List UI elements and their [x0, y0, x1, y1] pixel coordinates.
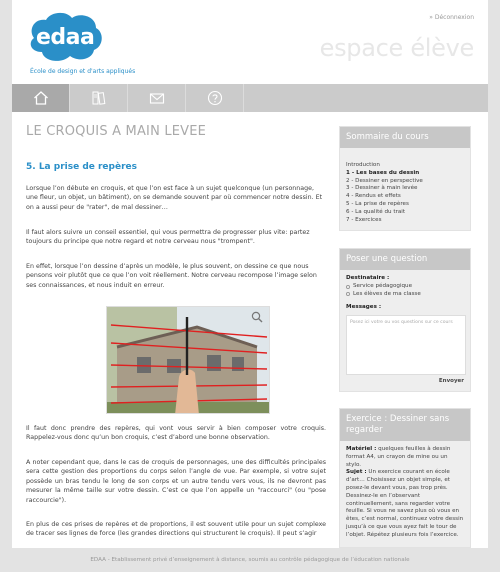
nav-help[interactable] — [186, 84, 244, 112]
material-text: quelques feuilles à dessin format A4, un crayon de mine ou un stylo. — [346, 446, 451, 468]
recipient-option[interactable] — [346, 291, 464, 299]
logout-link[interactable]: » Déconnexion — [429, 14, 474, 21]
message-textarea[interactable]: Posez ici votre ou vos questions sur ce cours — [346, 315, 466, 375]
recipient-option[interactable] — [346, 283, 464, 291]
nav-messages[interactable] — [128, 84, 186, 112]
mail-icon — [149, 90, 165, 106]
section-title: 5. La prise de repères — [26, 162, 137, 172]
summary-item[interactable]: 2 - Dessiner en perspective — [346, 177, 423, 184]
paragraph: Lorsque l’on débute en croquis, et que l’on est face à un sujet quelconque (un personnage, une fleur, un objet, un bâtiment), on se demande souvent par où commencer notre dessin. Et on a aussi peur de "rater", de mal dessiner… — [26, 185, 323, 211]
paragraph: En plus de ces prises de repères et de proportions, il est souvent utile pour un sujet complexe de tracer ses lignes de force (les grandes directions qui structurent le croquis). Il peut s’agir — [26, 521, 326, 538]
question-panel — [339, 248, 471, 392]
radio-label: Service pédagogique — [353, 282, 413, 289]
subject-text: Un exercice courant en école d’art… Choisissez un objet simple, et posez-le devant vous, pas trop près. Dessinez-le en l’observant continuellement, sans regarder votre feuille. Si vous ne savez plus où vous en êtes, c’est normal, continuez votre dessin jusqu’à ce que vous ayez fait le tour de l’objet. Répétez plusieurs fois l’exercice. — [346, 469, 464, 538]
send-button[interactable]: Envoyer — [438, 378, 464, 385]
space-title: espace élève — [319, 34, 474, 62]
header — [12, 0, 488, 84]
summary-item[interactable]: 4 - Rendus et effets — [346, 193, 401, 200]
messages-label: Messages : — [346, 304, 382, 311]
books-icon — [91, 90, 107, 106]
exercise-title: Exercice : Dessiner sans regarder — [340, 409, 470, 441]
radio-button[interactable] — [346, 292, 350, 296]
logo-subtitle: École de design et d'arts appliqués — [30, 68, 136, 75]
summary-item[interactable]: 7 - Exercices — [346, 216, 382, 223]
page — [12, 0, 488, 548]
recipient-label: Destinataire : — [346, 275, 390, 281]
illustration-figure[interactable] — [106, 306, 270, 414]
course-summary-panel — [339, 126, 471, 231]
nav-home[interactable] — [12, 84, 70, 112]
house-drawing-illustration — [107, 307, 270, 414]
main-content — [26, 124, 326, 538]
help-icon — [207, 90, 223, 106]
radio-button[interactable] — [346, 285, 350, 289]
paragraph: Il faut donc prendre des repères, qui vont vous servir à bien composer votre croquis. Rappelez-vous donc qu’un bon croquis, c’est d’abord une bonne observation. — [26, 425, 326, 442]
summary-item[interactable]: 3 - Dessiner à main levée — [346, 185, 418, 192]
exercise-body — [340, 441, 470, 545]
paragraph: En effet, lorsque l’on dessine d’après un modèle, le plus souvent, on dessine ce que nous pensons voir plutôt que ce que l’on voit réellement. Notre cerveau recompose l’image selon ses connaissances, et nous induit en erreur. — [26, 263, 317, 289]
paragraph: A noter cependant que, dans le cas de croquis de personnages, une des difficultés principales sera cette gestion des proportions du corps selon l’angle de vue. Par exemple, si votre sujet possède un bras tendu le long de son corps et un autre tendu vers vous, ils ne devront pas mesurer la même taille sur votre dessin. C’est ce que l’on appelle un "raccourci" (ou "pose raccourcie"). — [26, 459, 326, 504]
home-icon — [33, 90, 49, 106]
summary-item[interactable]: 6 - La qualité du trait — [346, 208, 406, 215]
footer: EDAA - Etablissement privé d’enseignement à distance, soumis au contrôle pédagogique de l’éducation nationale — [90, 557, 410, 563]
question-form — [340, 270, 470, 391]
page-title: LE CROQUIS A MAIN LEVEE — [26, 124, 207, 139]
summary-item[interactable]: 1 - Les bases du dessin — [346, 169, 420, 176]
summary-item[interactable]: 5 - La prise de repères — [346, 200, 409, 207]
zoom-icon[interactable] — [251, 311, 263, 323]
summary-item[interactable]: Introduction — [346, 162, 380, 168]
summary-title: Sommaire du cours — [340, 127, 470, 148]
nav-courses[interactable] — [70, 84, 128, 112]
exercise-panel — [339, 408, 471, 548]
material-label: Matériel : — [346, 446, 377, 452]
logo[interactable]: edaa — [36, 25, 95, 50]
radio-label: Les élèves de ma classe — [353, 290, 421, 297]
subject-label: Sujet : — [346, 469, 367, 476]
main-nav — [12, 84, 488, 112]
paragraph: Il faut alors suivre un conseil essentiel, qui vous permettra de progresser plus vite: partez toujours du principe que notre regard et notre cerveau nous "trompent". — [26, 229, 310, 246]
summary-list — [340, 148, 470, 230]
question-title: Poser une question — [340, 249, 470, 270]
